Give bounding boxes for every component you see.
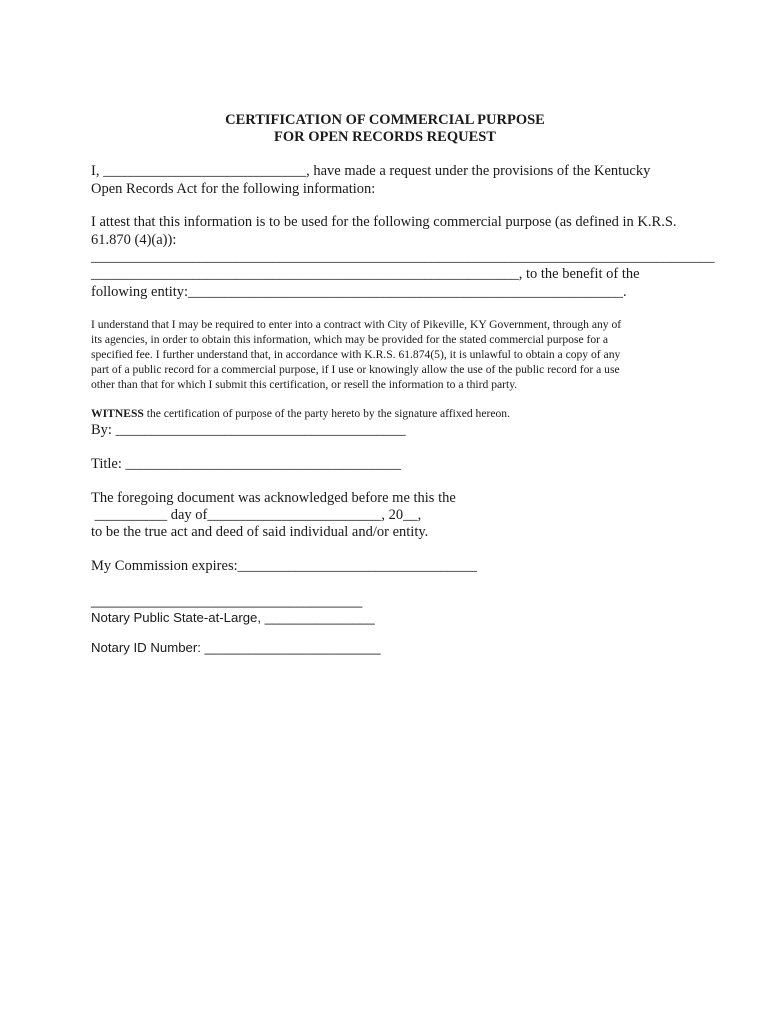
intro-line-2: Open Records Act for the following information: — [91, 181, 376, 197]
title-signature-line: Title: ______________________________________ — [91, 456, 402, 472]
intro-line-1: I, ____________________________, have made a request under the provisions of the Kentucky — [91, 163, 651, 179]
notary-state-line: Notary Public State-at-Large, _______________ — [91, 610, 375, 625]
witness-statement — [91, 406, 510, 421]
attest-line-2: 61.870 (4)(a)): — [91, 232, 177, 248]
understanding-line-5: other than that for which I submit this certification, or resell the information to a third party. — [91, 378, 518, 391]
attest-line-1: I attest that this information is to be used for the following commercial purpose (as defined in K.R.S. — [91, 214, 677, 230]
understanding-line-4: part of a public record for a commercial purpose, if I use or knowingly allow the use of the public record for a use — [91, 363, 620, 376]
witness-bold-label: WITNESS — [91, 407, 144, 420]
commission-expires-line: My Commission expires:_________________________________ — [91, 558, 477, 574]
understanding-line-1: I understand that I may be required to enter into a contract with City of Pikeville, KY Government, through any of — [91, 318, 622, 331]
attest-line-4: following entity:____________________________________________________________. — [91, 284, 627, 300]
notary-id-line: Notary ID Number: ________________________ — [91, 640, 381, 655]
document-title-line-2: FOR OPEN RECORDS REQUEST — [274, 129, 496, 145]
understanding-line-3: specified fee. I further understand that, in accordance with K.R.S. 61.874(5), it is unlawful to obtain a copy of any — [91, 348, 621, 361]
commercial-purpose-blank-line: ______________________________________________________________________________________ — [91, 249, 715, 265]
acknowledgment-line-3: to be the true act and deed of said individual and/or entity. — [91, 524, 429, 540]
document-title-line-1: CERTIFICATION OF COMMERCIAL PURPOSE — [225, 112, 545, 128]
acknowledgment-line-1: The foregoing document was acknowledged before me this the — [91, 490, 456, 506]
witness-text: the certification of purpose of the party hereto by the signature affixed hereon. — [143, 407, 510, 420]
notary-signature-line: _____________________________________ — [91, 593, 363, 608]
by-signature-line: By: ________________________________________ — [91, 422, 406, 438]
understanding-line-2: its agencies, in order to obtain this information, which may be provided for the stated commercial purpose for a — [91, 333, 609, 346]
attest-line-3: ___________________________________________________________, to the benefit of the — [91, 266, 640, 282]
acknowledgment-line-2: __________ day of________________________, 20__, — [91, 507, 422, 523]
